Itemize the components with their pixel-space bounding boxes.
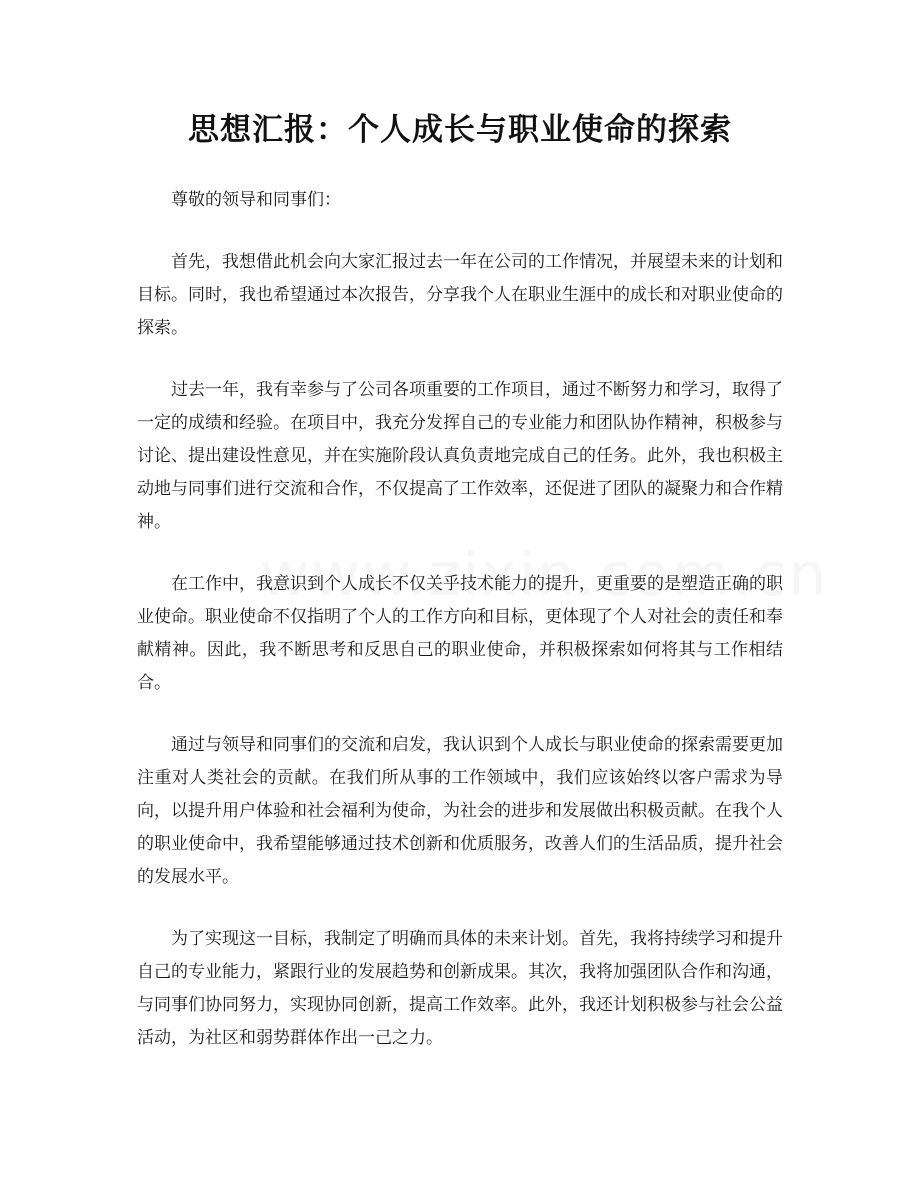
- paragraph-1: 首先，我想借此机会向大家汇报过去一年在公司的工作情况，并展望未来的计划和目标。同时，我也希望通过本次报告，分享我个人在职业生涯中的成长和对职业使命的探索。: [137, 252, 783, 338]
- paragraph-4: 通过与领导和同事们的交流和启发，我认识到个人成长与职业使命的探索需要更加注重对人类社会的贡献。在我们所从事的工作领域中，我们应该始终以客户需求为导向，以提升用户体验和社会福利为使命，为社会的进步和发展做出积极贡献。在我个人的职业使命中，我希望能够通过技术创新和优质服务，改善人们的生活品质，提升社会的发展水平。: [137, 735, 783, 887]
- paragraph-2: 过去一年，我有幸参与了公司各项重要的工作项目，通过不断努力和学习，取得了一定的成绩和经验。在项目中，我充分发挥自己的专业能力和团队协作精神，积极参与讨论、提出建设性意见，并在实施阶段认真负责地完成自己的任务。此外，我也积极主动地与同事们进行交流和合作，不仅提高了工作效率，还促进了团队的凝聚力和合作精神。: [137, 380, 783, 532]
- paragraph-3: 在工作中，我意识到个人成长不仅关乎技术能力的提升，更重要的是塑造正确的职业使命。职业使命不仅指明了个人的工作方向和目标，更体现了个人对社会的责任和奉献精神。因此，我不断思考和反思自己的职业使命，并积极探索如何将其与工作相结合。: [137, 574, 783, 693]
- salutation: 尊敬的领导和同事们：: [171, 190, 341, 210]
- paragraph-5: 为了实现这一目标，我制定了明确而具体的未来计划。首先，我将持续学习和提升自己的专业能力，紧跟行业的发展趋势和创新成果。其次，我将加强团队合作和沟通，与同事们协同努力，实现协同创新，提高工作效率。此外，我还计划积极参与社会公益活动，为社区和弱势群体作出一己之力。: [137, 929, 783, 1048]
- document-body: [137, 184, 783, 1084]
- document-title: 思想汇报：个人成长与职业使命的探索: [188, 112, 732, 148]
